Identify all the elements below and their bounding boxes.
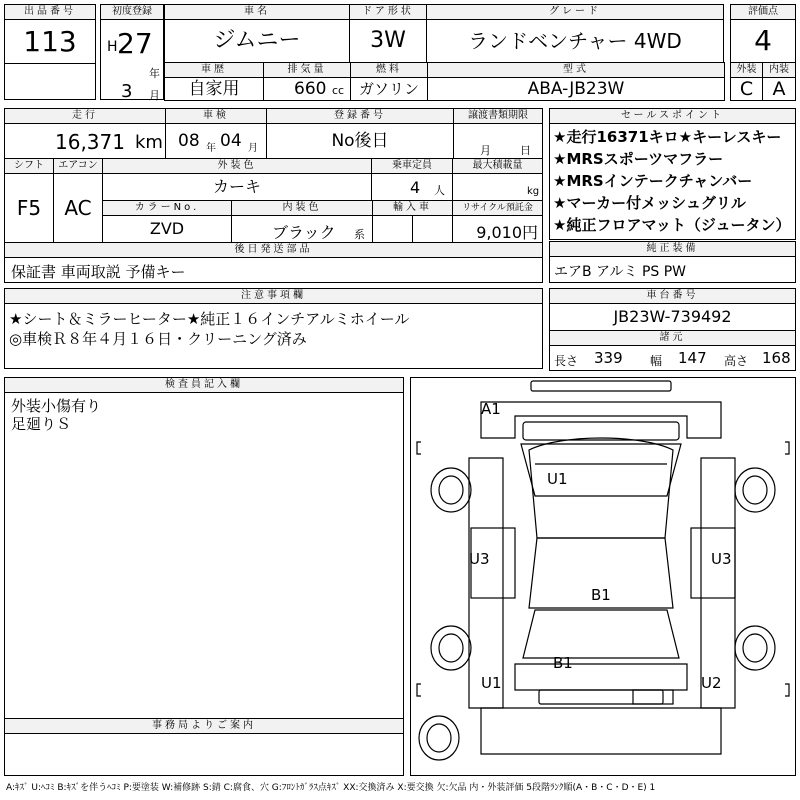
interior-grade-value: A: [762, 77, 796, 101]
inspection-year-unit: 年: [206, 143, 216, 154]
chassis-number: JB23W-739492: [549, 303, 796, 331]
inspector-line-1: 外装小傷有り: [11, 397, 102, 415]
transfer-day-unit: 日: [520, 144, 531, 157]
bracket-left-top: [417, 442, 421, 454]
height-value: 168: [762, 349, 791, 367]
displacement-value: 660: [294, 79, 327, 99]
inspector-label: 検査員記入欄: [4, 377, 404, 393]
transfer-doc-label: 譲渡書類期限: [453, 108, 543, 124]
aircon-label: エアコン: [53, 158, 103, 174]
equipment-value: エアB アルミ PS PW: [554, 264, 687, 280]
sales-point-4: ★マーカー付メッシュグリル: [553, 194, 746, 212]
first-registration-section: [100, 4, 164, 100]
lot-number: 113: [23, 25, 77, 58]
notes-box: [4, 303, 543, 369]
rear-body-bottom: [481, 708, 721, 754]
model-code-label: 型式: [427, 62, 725, 78]
wheel-front-right-inner: [743, 476, 767, 504]
sales-points-label: セールスポイント: [549, 108, 796, 124]
interior-color-value: ブラック: [272, 223, 336, 242]
grade-value: ランドベンチャー 4WD: [426, 19, 724, 63]
score-value: 4: [730, 19, 796, 63]
damage-diagram: [410, 377, 796, 776]
wheel-rear-right-inner: [743, 634, 767, 662]
equipment-label: 純正装備: [549, 241, 796, 257]
fuel-label: 燃料: [350, 62, 428, 78]
capacity-value: 4: [410, 178, 421, 197]
interior-grade-label: 内装: [762, 62, 796, 78]
door-type: 3W: [349, 19, 427, 63]
era: H: [107, 39, 118, 55]
inspector-line-2: 足廻りＳ: [11, 415, 72, 433]
body-left-side: [469, 458, 503, 708]
wheel-front-right: [735, 468, 775, 512]
wheel-rear-left: [431, 626, 471, 670]
displacement-unit: cc: [332, 84, 345, 97]
shift-label: シフト: [4, 158, 54, 174]
mileage-value: 16,371: [55, 130, 125, 154]
tailgate: [515, 664, 687, 690]
width-value: 147: [678, 349, 707, 367]
inspector-box: [4, 392, 404, 719]
max-load-unit: kg: [527, 186, 540, 197]
max-load-label: 最大積載量: [452, 158, 543, 174]
bracket-right-bottom: [785, 684, 789, 696]
door-label: ドア形状: [349, 4, 427, 20]
month-unit: 月: [149, 89, 160, 102]
office-box: [4, 733, 404, 776]
specs-cell: [549, 345, 796, 371]
later-parts-value: 保証書 車両取説 予備キー: [11, 263, 186, 281]
rear-bumper-outline: [539, 690, 663, 704]
wheel-rear-left-inner: [439, 634, 463, 662]
shift-value: F5: [4, 173, 54, 243]
import-label: 輸入車: [372, 200, 453, 216]
damage-mark-u1-roof: U1: [547, 470, 568, 488]
grade-label: グレード: [426, 4, 724, 20]
recycle-cell: [452, 215, 543, 243]
import-cell-2: [412, 215, 453, 243]
score-label: 評価点: [730, 4, 796, 20]
grille-outline: [523, 422, 679, 440]
registration-value: No後日: [266, 123, 454, 159]
sales-point-1: ★走行16371キロ★キーレスキー: [553, 128, 782, 146]
mileage-label: 走行: [4, 108, 166, 124]
model-code-value: ABA-JB23W: [427, 77, 725, 101]
inspection-label: 車検: [165, 108, 267, 124]
first-reg-label: 初度登録: [100, 4, 164, 20]
legend-text: A:ｷｽﾞ U:ﾍｺﾐ B:ｷｽﾞを伴うﾍｺﾐ P:要塗装 W:補修跡 S:錆 C:腐食、穴 G:ﾌﾛﾝﾄｶﾞﾗｽ点ｷｽﾞ XX:交換済み X:要交換 欠:欠品 内・外装評価 5段階ﾗﾝｸ順(A・B・C・D・E) 1: [6, 783, 656, 793]
max-load-cell: [452, 173, 543, 201]
transfer-doc-cell: [453, 123, 543, 159]
inspection-month: 04: [220, 131, 242, 151]
notes-label: 注意事項欄: [4, 288, 543, 304]
rear-window: [523, 610, 679, 658]
transfer-month-unit: 月: [480, 144, 491, 157]
length-label: 長さ: [554, 354, 579, 368]
equipment-cell: [549, 256, 796, 283]
bracket-left-bottom: [417, 684, 421, 696]
windshield-outline: [521, 444, 681, 496]
width-label: 幅: [650, 354, 663, 368]
damage-mark-u1-rear: U1: [481, 674, 502, 692]
first-reg-month: 3: [121, 81, 133, 102]
notes-line-1: ★シート＆ミラーヒーター★純正１６インチアルミホイール: [9, 310, 410, 328]
capacity-unit: 人: [434, 184, 445, 197]
damage-mark-b1-tail: B1: [553, 654, 573, 672]
color-no-value: ZVD: [102, 215, 232, 243]
height-label: 高さ: [724, 354, 749, 368]
front-bumper-outline: [531, 381, 671, 391]
later-parts-cell: [4, 257, 543, 283]
body-right-side: [701, 458, 735, 708]
spare-tire-bar: [633, 690, 673, 704]
first-reg-year: 27: [117, 27, 153, 60]
registration-label: 登録番号: [266, 108, 454, 124]
length-value: 339: [594, 349, 623, 367]
hood-outline: [481, 402, 721, 438]
damage-mark-u3-left: U3: [469, 550, 490, 568]
capacity-label: 乗車定員: [371, 158, 453, 174]
damage-mark-b1-rear: B1: [591, 586, 611, 604]
aircon-value: AC: [53, 173, 103, 243]
sales-point-5: ★純正フロアマット（ジュータン）: [553, 216, 791, 234]
capacity-cell: [371, 173, 453, 201]
color-no-label: カラーNo.: [102, 200, 232, 216]
notes-line-2: ◎車検Ｒ８年４月１６日・クリーニング済み: [9, 330, 307, 348]
spare-tire-inner: [427, 724, 451, 752]
damage-mark-u3-right: U3: [711, 550, 732, 568]
interior-color-unit: 系: [354, 228, 365, 241]
inspection-cell: [165, 123, 267, 159]
mileage-cell: [4, 123, 166, 159]
interior-color-label: 内装色: [231, 200, 373, 216]
displacement-label: 排気量: [263, 62, 351, 78]
car-name: ジムニー: [164, 19, 350, 63]
year-unit: 年: [149, 67, 160, 80]
sales-points-box: [549, 123, 796, 240]
inspection-year: 08: [178, 131, 200, 151]
mileage-unit: km: [135, 132, 163, 153]
exterior-color-label: 外装色: [102, 158, 372, 174]
import-cell: [372, 215, 413, 243]
recycle-value: 9,010円: [476, 223, 538, 242]
inspection-month-unit: 月: [248, 143, 258, 154]
damage-mark-u2: U2: [701, 674, 722, 692]
displacement-cell: [263, 77, 351, 101]
history-label: 車歴: [164, 62, 264, 78]
wheel-rear-right: [735, 626, 775, 670]
lot-label: 出品番号: [4, 4, 96, 20]
interior-color-cell: [231, 215, 373, 243]
lot-section: [4, 4, 96, 100]
recycle-label: リサイクル預託金: [452, 200, 543, 216]
specs-label: 諸元: [549, 330, 796, 346]
exterior-color-value: カーキ: [102, 173, 372, 201]
office-label: 事務局よりご案内: [4, 718, 404, 734]
car-name-label: 車名: [164, 4, 350, 20]
sales-point-2: ★MRSスポーツマフラー: [553, 150, 724, 168]
roof-outline: [529, 438, 673, 538]
wheel-front-left-inner: [439, 476, 463, 504]
car-diagram-svg: [411, 378, 795, 775]
spare-tire: [419, 716, 459, 760]
wheel-front-left: [431, 468, 471, 512]
bracket-right-top: [785, 442, 789, 454]
history-value: 自家用: [164, 77, 264, 101]
damage-mark-a1: A1: [481, 400, 501, 418]
sales-point-3: ★MRSインテークチャンバー: [553, 172, 753, 190]
exterior-grade-value: C: [730, 77, 763, 101]
exterior-grade-label: 外装: [730, 62, 763, 78]
fuel-value: ガソリン: [350, 77, 428, 101]
chassis-label: 車台番号: [549, 288, 796, 304]
later-parts-label: 後日発送部品: [4, 242, 543, 258]
